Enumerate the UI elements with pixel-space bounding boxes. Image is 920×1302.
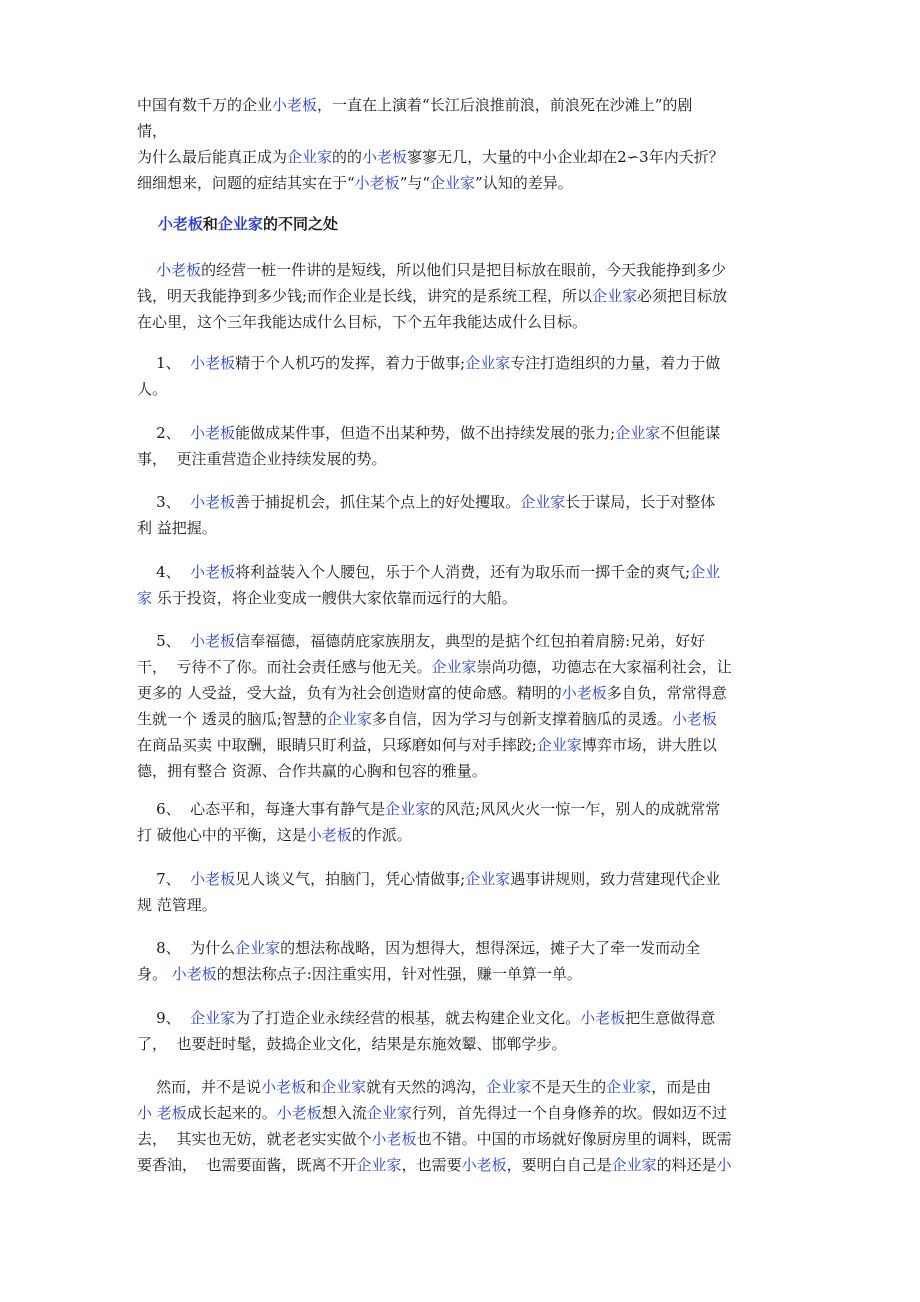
text-run: 多自信，因为学习与创新支撑着脑瓜的灵透。: [371, 710, 672, 728]
text-run: 不是天生的: [531, 1078, 607, 1096]
text-line: [137, 309, 797, 335]
text-line: [137, 680, 797, 706]
text-run: 细细想来，问题的症结其实在于“: [137, 174, 355, 192]
text-run: 规 范管理。: [137, 896, 217, 914]
keyword-term: 企业家: [430, 174, 476, 192]
keyword-term: 企业家: [431, 658, 477, 676]
paragraph-conclusion: [137, 1074, 797, 1178]
text-run: 6、 心态平和，每逢大事有静气是: [137, 800, 386, 818]
text-run: 必须把目标放: [637, 287, 728, 305]
text-run: 身。: [137, 965, 172, 983]
keyword-term: 小老板: [362, 148, 408, 166]
text-run: 打 破他心中的平衡，这是: [137, 826, 307, 844]
keyword-term: 企业家: [615, 424, 661, 442]
keyword-term: 小老板: [190, 870, 236, 888]
keyword-term: 企业家: [235, 939, 281, 957]
paragraph-point-9: [137, 1005, 797, 1057]
text-run: 多自负，常常得意: [606, 684, 727, 702]
text-run: 和: [306, 1078, 322, 1096]
keyword-term: 小老板: [580, 1009, 626, 1027]
text-run: 利 益把握。: [137, 519, 217, 537]
text-run: 能做成某件事，但造不出某种势，做不出持续发展的张力;: [235, 424, 616, 442]
text-line: [137, 446, 797, 472]
keyword-term: 小老板: [272, 96, 318, 114]
keyword-term: 企业家: [366, 1104, 412, 1122]
keyword-term: 小 老板: [137, 1104, 187, 1122]
text-run: 去， 其实也无妨，就老老实实做个: [137, 1130, 372, 1148]
text-run: 的不同之处: [262, 215, 338, 233]
text-run: ”认知的差异。: [475, 174, 573, 192]
keyword-term: 企业家: [592, 287, 638, 305]
text-run: 3、: [137, 493, 191, 511]
text-line: [137, 118, 797, 144]
text-run: ”与“: [399, 174, 431, 192]
paragraph-point-3: [137, 489, 797, 541]
text-run: ，而是由: [651, 1078, 712, 1096]
keyword-term: 小老板: [156, 261, 202, 279]
text-run: 和: [202, 215, 218, 233]
text-run: 7、: [137, 870, 191, 888]
text-run: 的经营一桩一件讲的是短线，所以他们只是把目标放在眼前，今天我能挣到多少: [201, 261, 727, 279]
text-run: 见人谈义气，拍脑门，凭心情做事;: [235, 870, 466, 888]
text-run: 2、: [137, 424, 191, 442]
keyword-term: 企业家: [217, 215, 263, 233]
text-line: [137, 892, 797, 918]
paragraph-point-1: [137, 350, 797, 402]
keyword-term: 小老板: [190, 632, 236, 650]
text-run: 8、 为什么: [137, 939, 236, 957]
text-line: [137, 1074, 797, 1100]
text-run: 了， 也要赶时髦，鼓捣企业文化，结果是东施效颦、邯郸学步。: [137, 1035, 567, 1053]
keyword-term: 小老板: [261, 1078, 307, 1096]
text-line: [137, 144, 797, 170]
paragraph-point-7: [137, 866, 797, 918]
text-run: [137, 215, 158, 233]
text-run: [137, 261, 156, 279]
keyword-term: 小老板: [157, 215, 203, 233]
text-run: 5、: [137, 632, 191, 650]
text-run: 博弈市场，讲大胜以: [581, 736, 717, 754]
text-run: 信奉福德，福德荫庇家族朋友，典型的是掂个红包拍着肩膀:兄弟，好好: [235, 632, 706, 650]
text-run: 不但能谋: [660, 424, 721, 442]
text-line: [137, 376, 797, 402]
text-run: 将利益装入个人腰包，乐于个人消费，还有为取乐而一掷千金的爽气;: [235, 563, 691, 581]
keyword-term: 企业家: [321, 1078, 367, 1096]
text-run: 要香油， 也需要面酱，既离不开: [137, 1156, 357, 1174]
keyword-term: 小老板: [461, 1156, 507, 1174]
text-run: 情，: [137, 122, 168, 140]
text-line: [137, 1126, 797, 1152]
text-line: [137, 283, 797, 309]
text-run: 人。: [137, 380, 168, 398]
text-line: [137, 1031, 797, 1057]
text-run: 的的: [332, 148, 363, 166]
text-line: [137, 796, 797, 822]
text-run: 专注打造组织的力量，着力于做: [510, 354, 721, 372]
keyword-term: 企业家: [465, 354, 511, 372]
keyword-term: 企业家: [190, 1009, 236, 1027]
text-line: [137, 420, 797, 446]
text-line: [137, 257, 797, 283]
text-run: 的风范;风风火火一惊一乍，别人的成就常常: [430, 800, 721, 818]
keyword-term: 小老板: [306, 826, 352, 844]
text-line: [137, 559, 797, 585]
text-run: 想入流: [321, 1104, 367, 1122]
text-run: 把生意做得意: [625, 1009, 716, 1027]
text-line: [137, 350, 797, 376]
text-run: 崇尚功德，功德志在大家福利社会，让: [476, 658, 732, 676]
paragraph-point-4: [137, 559, 797, 611]
paragraph-summary: [137, 257, 797, 335]
keyword-term: 小老板: [671, 710, 717, 728]
keyword-term: 企业家: [520, 493, 566, 511]
paragraph-point-8: [137, 935, 797, 987]
text-run: 为什么最后能真正成为: [137, 148, 288, 166]
text-line: [137, 935, 797, 961]
text-line: [137, 170, 797, 196]
text-run: 事， 更注重营造企业持续发展的势。: [137, 450, 387, 468]
keyword-term: 企业家: [385, 800, 431, 818]
text-line: [137, 822, 797, 848]
keyword-term: 家: [137, 589, 153, 607]
text-run: 的想法称战略，因为想得大，想得深远，摊子大了牵一发而动全: [280, 939, 701, 957]
text-line: [137, 732, 797, 758]
keyword-term: 小老板: [190, 424, 236, 442]
text-line: [137, 92, 797, 118]
text-line: [137, 515, 797, 541]
text-line: [137, 628, 797, 654]
text-run: 1、: [137, 354, 191, 372]
text-run: 9、: [137, 1009, 191, 1027]
keyword-term: 企业家: [465, 870, 511, 888]
text-run: 为了打造企业永续经营的根基，就去构建企业文化。: [235, 1009, 581, 1027]
text-line: [137, 1152, 797, 1178]
text-run: 成长起来的。: [186, 1104, 277, 1122]
paragraph-intro: [137, 92, 797, 196]
text-line: [137, 866, 797, 892]
text-run: 也不错。中国的市场就好像厨房里的调料，既需: [416, 1130, 732, 1148]
keyword-term: 企业家: [611, 1156, 657, 1174]
text-run: 的想法称点子:因注重实用，针对性强，赚一单算一单。: [216, 965, 582, 983]
text-run: 4、: [137, 563, 191, 581]
keyword-term: 企业家: [356, 1156, 402, 1174]
text-run: 的作派。: [351, 826, 412, 844]
text-run: 乐于投资，将企业变成一艘供大家依靠而远行的大船。: [152, 589, 517, 607]
text-line: [137, 1005, 797, 1031]
text-line: [137, 489, 797, 515]
keyword-term: 小老板: [190, 563, 236, 581]
text-line: [137, 654, 797, 680]
section-title: [137, 211, 797, 237]
keyword-term: 企业家: [326, 710, 372, 728]
text-run: 寥寥无几，大量的中小企业却在2∽3年内夭折？: [407, 148, 724, 166]
keyword-term: 企业家: [486, 1078, 532, 1096]
text-run: 长于谋局，长于对整体: [565, 493, 716, 511]
text-run: 然而，并不是说: [137, 1078, 262, 1096]
paragraph-point-2: [137, 420, 797, 472]
keyword-term: 小老板: [171, 965, 217, 983]
text-run: 就有天然的鸿沟，: [366, 1078, 487, 1096]
text-run: 生就一个 透灵的脑瓜;智慧的: [137, 710, 327, 728]
text-line: [137, 585, 797, 611]
text-run: 善于捕捉机会，抓住某个点上的好处攫取。: [235, 493, 521, 511]
text-run: 干， 亏待不了你。而社会责任感与他无关。: [137, 658, 432, 676]
text-run: 精于个人机巧的发挥，着力于做事;: [235, 354, 466, 372]
paragraph-point-5: [137, 628, 797, 784]
text-run: 在心里，这个三年我能达成什么目标，下个五年我能达成什么目标。: [137, 313, 588, 331]
keyword-term: 企业家: [536, 736, 582, 754]
text-run: 遇事讲规则，致力营建现代企业: [510, 870, 721, 888]
text-run: 的料还是: [656, 1156, 717, 1174]
text-run: 钱，明天我能挣到多少钱;而作企业是长线，讲究的是系统工程，所以: [137, 287, 593, 305]
text-line: [137, 1100, 797, 1126]
keyword-term: 小: [716, 1156, 732, 1174]
text-run: 德，拥有整合 资源、合作共赢的心胸和包容的雅量。: [137, 762, 487, 780]
keyword-term: 企业家: [606, 1078, 652, 1096]
keyword-term: 小老板: [354, 174, 400, 192]
text-run: 行列，首先得过一个自身修养的坎。假如迈不过: [411, 1104, 727, 1122]
keyword-term: 企业家: [287, 148, 333, 166]
text-line: [137, 961, 797, 987]
keyword-term: 小老板: [190, 493, 236, 511]
text-line: [137, 706, 797, 732]
keyword-term: 小老板: [561, 684, 607, 702]
keyword-term: 企业: [690, 563, 721, 581]
keyword-term: 小老板: [190, 354, 236, 372]
text-line: [137, 211, 797, 237]
text-run: 中国有数千万的企业: [137, 96, 273, 114]
text-run: ，一直在上演着“长江后浪推前浪，前浪死在沙滩上”的剧: [317, 96, 693, 114]
text-line: [137, 758, 797, 784]
text-run: 在商品买卖 中取酬，眼睛只盯利益，只琢磨如何与对手摔跤;: [137, 736, 537, 754]
text-run: 更多的 人受益，受大益，负有为社会创造财富的使命感。精明的: [137, 684, 562, 702]
text-run: ，要明白自己是: [506, 1156, 612, 1174]
keyword-term: 小老板: [371, 1130, 417, 1148]
keyword-term: 小老板: [276, 1104, 322, 1122]
text-run: ，也需要: [401, 1156, 462, 1174]
paragraph-point-6: [137, 796, 797, 848]
